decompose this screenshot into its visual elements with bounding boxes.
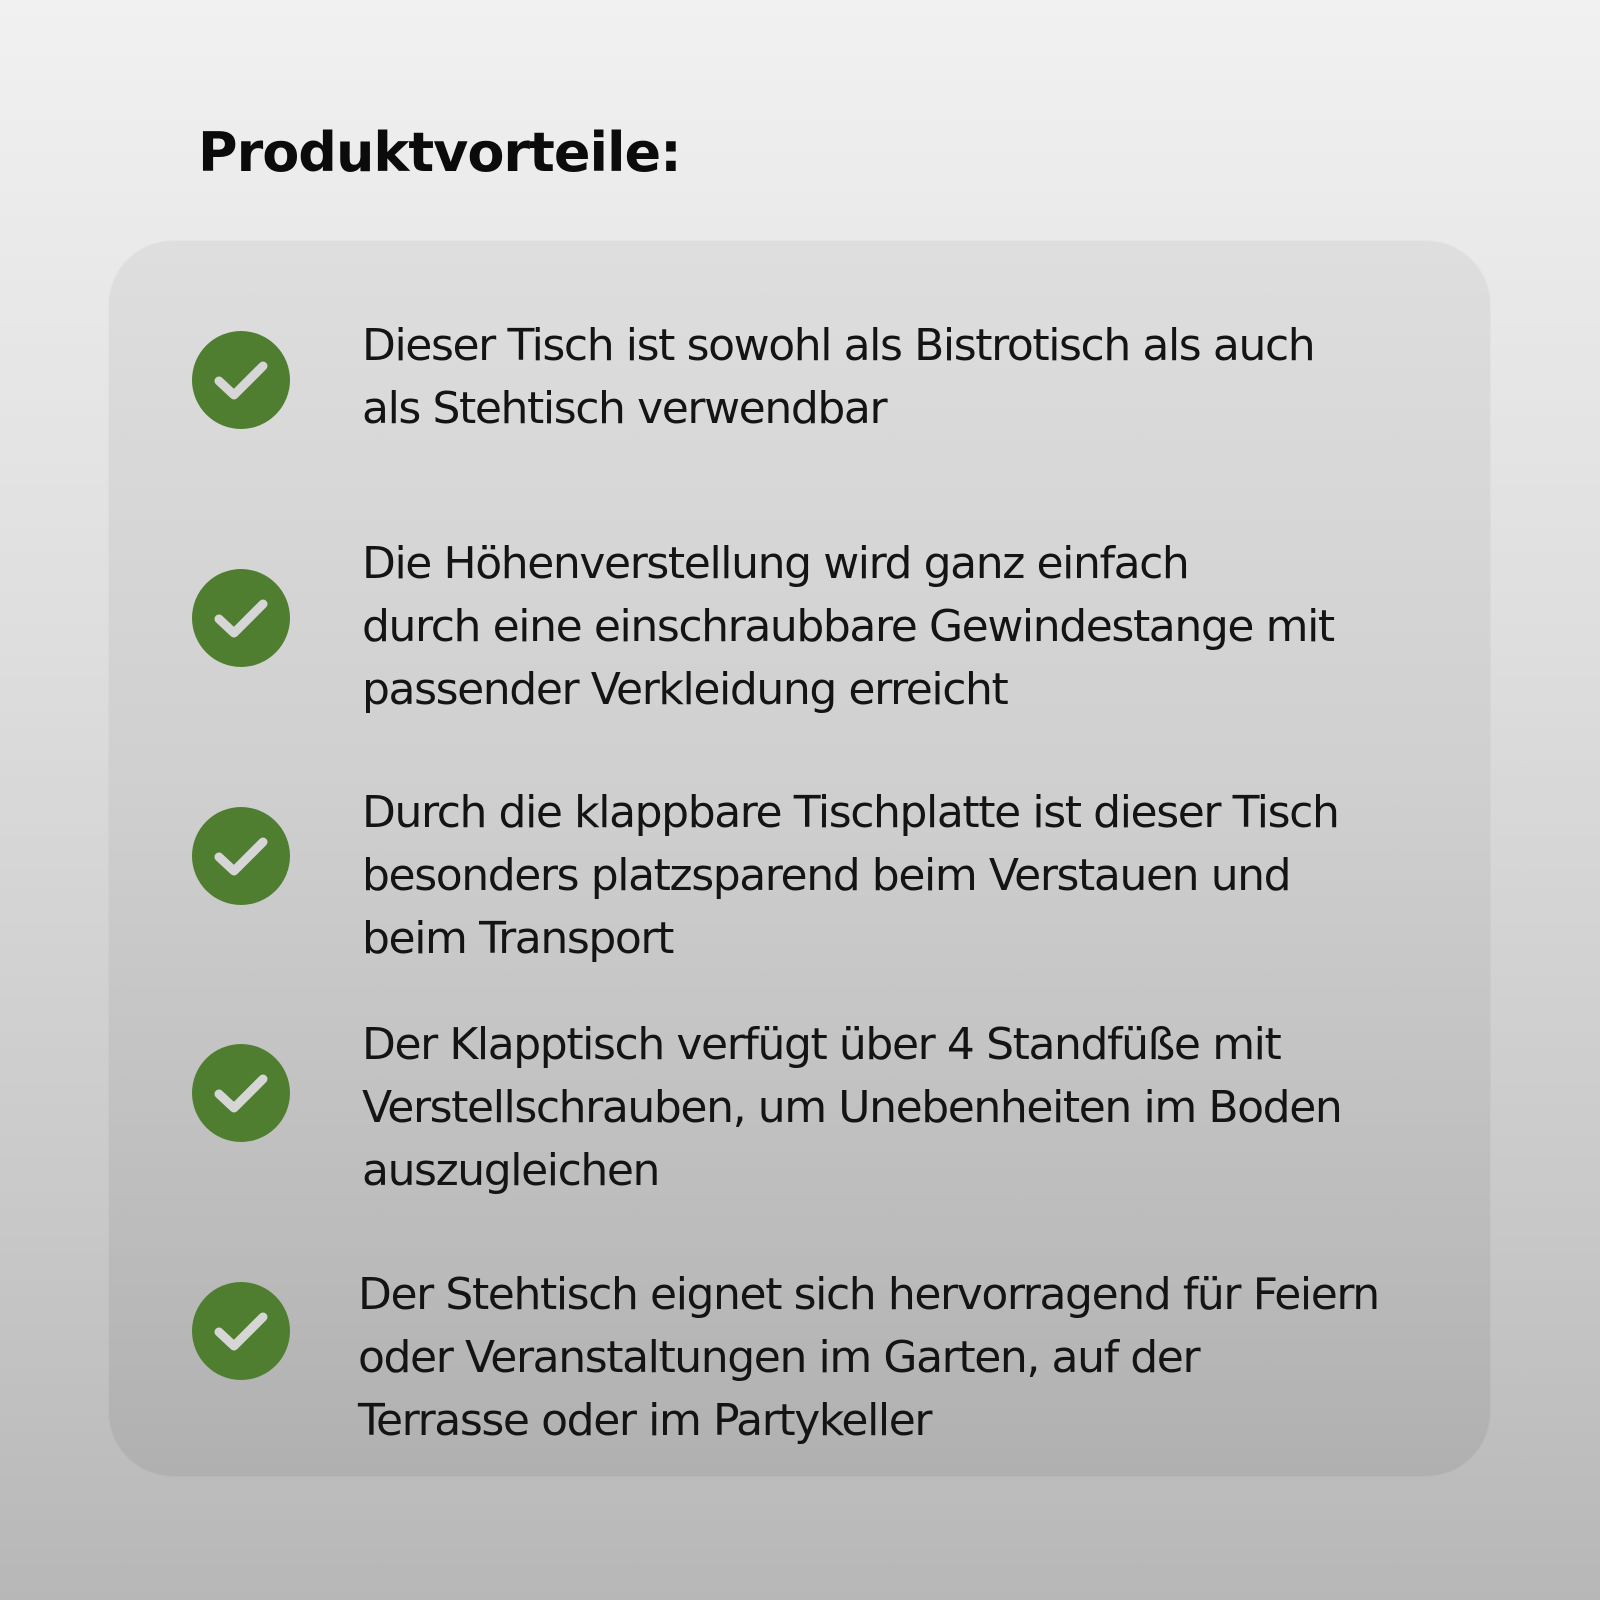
benefit-text: Durch die klappbare Tischplatte ist dieser Tisch besonders platzsparend beim Verstauen und beim Transport	[362, 787, 1339, 964]
check-circle-icon	[192, 1044, 290, 1142]
check-circle-icon	[192, 807, 290, 905]
check-circle-icon	[192, 331, 290, 429]
check-circle-icon	[192, 569, 290, 667]
benefit-text: Der Stehtisch eignet sich hervorragend für Feiern oder Veranstaltungen im Garten, auf der Terrasse oder im Partykeller	[358, 1269, 1379, 1446]
page-title: Produktvorteile:	[198, 121, 681, 184]
benefit-text: Der Klapptisch verfügt über 4 Standfüße mit Verstellschrauben, um Unebenheiten im Boden auszugleichen	[362, 1019, 1342, 1196]
benefits-panel	[109, 241, 1490, 1476]
benefit-text: Dieser Tisch ist sowohl als Bistrotisch als auch als Stehtisch verwendbar	[362, 320, 1315, 434]
check-circle-icon	[192, 1282, 290, 1380]
benefit-text: Die Höhenverstellung wird ganz einfach durch eine einschraubbare Gewindestange mit passender Verkleidung erreicht	[362, 538, 1334, 715]
